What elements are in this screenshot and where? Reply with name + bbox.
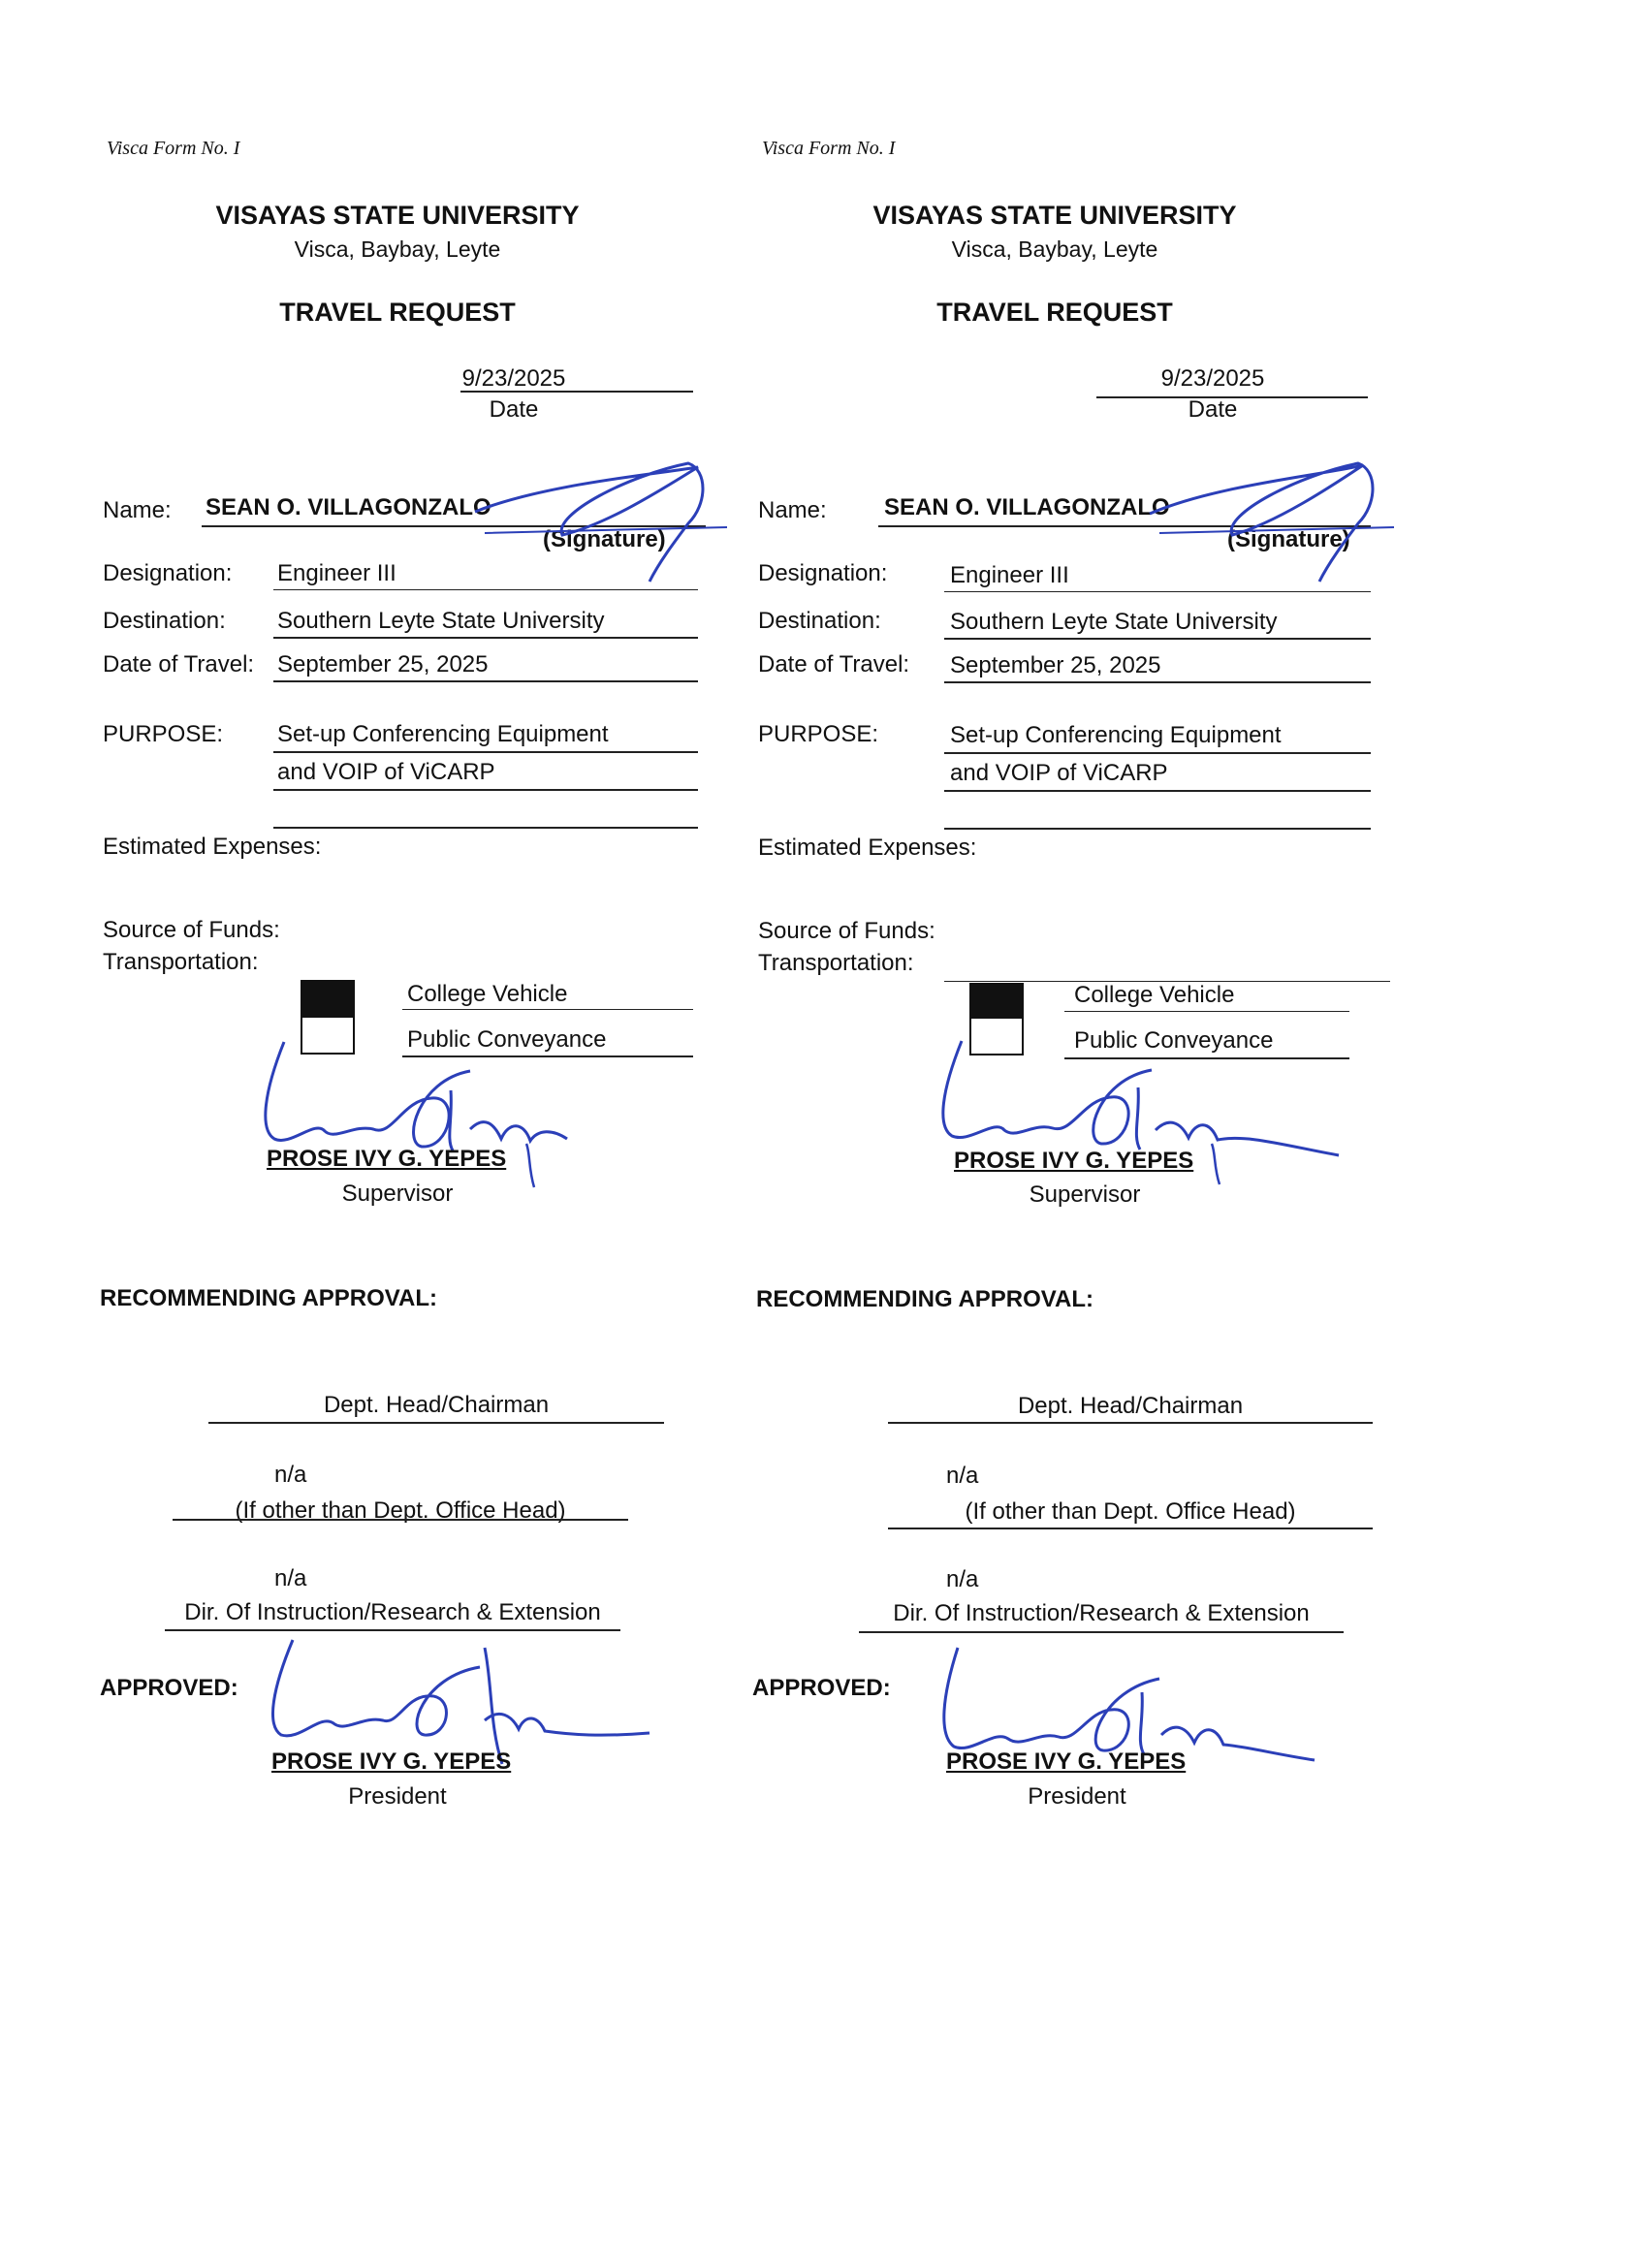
director-label: Dir. Of Instruction/Research & Extension [184,1599,601,1625]
destination-value: Southern Leyte State University [277,608,605,634]
travel-date-label: Date of Travel: [758,651,910,677]
name-value: SEAN O. VILLAGONZALO [206,494,491,520]
other-head-label: (If other than Dept. Office Head) [965,1498,1296,1525]
university-name: VISAYAS STATE UNIVERSITY [872,201,1237,230]
travel-date-value: September 25, 2025 [950,652,1161,678]
travel-date-label: Date of Travel: [103,651,255,677]
college-vehicle-checkbox[interactable] [301,980,355,1019]
travel-date-line [944,681,1371,683]
designation-value: Engineer III [950,562,1069,588]
travel-date-line [273,680,698,682]
name-value: SEAN O. VILLAGONZALO [884,494,1170,520]
dept-head-label: Dept. Head/Chairman [1017,1393,1244,1419]
funds-label: Source of Funds: [758,918,935,944]
request-date: 9/23/2025 [1160,365,1265,392]
destination-line [273,637,698,639]
dept-head-label: Dept. Head/Chairman [323,1392,550,1418]
president-title: President [1028,1783,1126,1810]
destination-label: Destination: [758,608,881,634]
supervisor-title: Supervisor [341,1181,454,1207]
university-address: Visca, Baybay, Leyte [951,236,1158,262]
purpose-underline-1 [273,751,698,753]
purpose-line-2: and VOIP of ViCARP [277,759,495,785]
date-caption: Date [489,396,539,423]
signature-caption: (Signature) [543,526,666,552]
destination-value: Southern Leyte State University [950,609,1278,635]
purpose-line-1: Set-up Conferencing Equipment [950,722,1282,748]
transport-label: Transportation: [758,950,914,976]
purpose-label: PURPOSE: [103,721,224,747]
travel-request-form-left [97,0,834,2268]
purpose-underline-2 [273,789,698,791]
other-head-line [173,1519,628,1521]
request-date: 9/23/2025 [461,365,566,392]
name-label: Name: [758,497,827,523]
date-caption: Date [1188,396,1238,423]
travel-request-form-right [752,0,1489,2268]
public-conveyance-label: Public Conveyance [407,1026,607,1053]
requester-signature [1140,446,1402,601]
college-vehicle-line [402,1009,693,1010]
purpose-underline-3 [944,828,1371,830]
expenses-label: Estimated Expenses: [758,835,977,861]
designation-value: Engineer III [277,560,396,586]
requester-signature [465,446,737,601]
destination-label: Destination: [103,608,226,634]
president-name: PROSE IVY G. YEPES [271,1748,512,1775]
designation-label: Designation: [758,560,888,586]
director-na: n/a [946,1566,979,1592]
college-vehicle-checkbox[interactable] [969,983,1024,1022]
other-head-na: n/a [946,1463,979,1489]
other-head-label: (If other than Dept. Office Head) [235,1497,566,1524]
transport-label: Transportation: [103,949,259,975]
designation-line [944,591,1371,592]
designation-line [273,589,698,590]
other-head-na: n/a [274,1462,307,1488]
university-name: VISAYAS STATE UNIVERSITY [215,201,580,230]
form-title: TRAVEL REQUEST [279,298,516,327]
college-vehicle-line [1064,1011,1349,1012]
approved-label: APPROVED: [100,1675,238,1701]
public-conveyance-label: Public Conveyance [1074,1027,1274,1054]
name-label: Name: [103,497,172,523]
travel-date-value: September 25, 2025 [277,651,489,677]
dept-head-line [208,1422,664,1424]
purpose-underline-2 [944,790,1371,792]
purpose-underline-1 [944,752,1371,754]
date-line [460,391,693,393]
director-line [859,1631,1344,1633]
destination-line [944,638,1371,640]
president-name: PROSE IVY G. YEPES [946,1748,1187,1775]
recommending-approval-label: RECOMMENDING APPROVAL: [100,1285,437,1311]
signature-caption: (Signature) [1227,526,1350,552]
purpose-line-2: and VOIP of ViCARP [950,760,1168,786]
form-number: Visca Form No. I [762,138,896,159]
purpose-label: PURPOSE: [758,721,879,747]
college-vehicle-label: College Vehicle [407,981,568,1007]
form-number: Visca Form No. I [107,138,240,159]
supervisor-title: Supervisor [1029,1181,1141,1208]
supervisor-name: PROSE IVY G. YEPES [267,1146,507,1172]
university-address: Visca, Baybay, Leyte [294,236,501,262]
designation-label: Designation: [103,560,233,586]
approved-label: APPROVED: [752,1675,891,1701]
purpose-underline-3 [273,827,698,829]
funds-label: Source of Funds: [103,917,280,943]
purpose-line-1: Set-up Conferencing Equipment [277,721,609,747]
other-head-line [888,1528,1373,1529]
director-label: Dir. Of Instruction/Research & Extension [893,1600,1310,1626]
recommending-approval-label: RECOMMENDING APPROVAL: [756,1286,1093,1312]
supervisor-name: PROSE IVY G. YEPES [954,1148,1194,1174]
college-vehicle-label: College Vehicle [1074,982,1235,1008]
form-title: TRAVEL REQUEST [936,298,1173,327]
president-title: President [348,1783,447,1810]
expenses-label: Estimated Expenses: [103,834,322,860]
director-na: n/a [274,1565,307,1591]
dept-head-line [888,1422,1373,1424]
